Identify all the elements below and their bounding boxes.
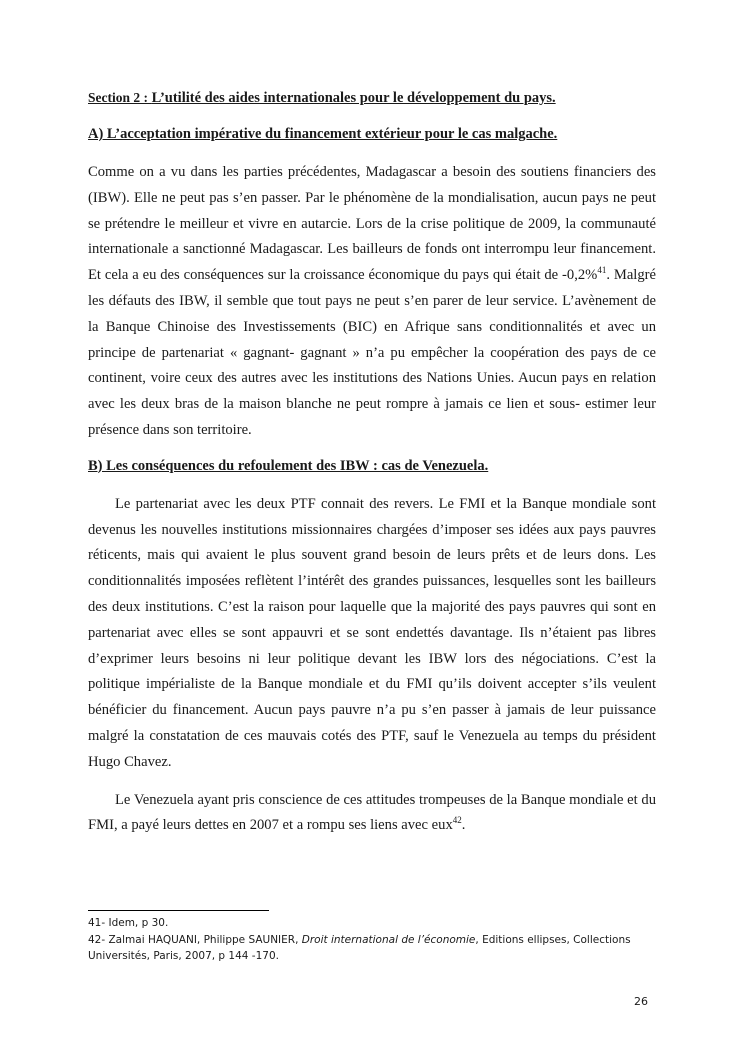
footnote-41: 41- Idem, p 30.	[88, 917, 169, 929]
paragraph-a	[88, 160, 656, 444]
paragraph-b2	[88, 788, 656, 840]
footnote-separator	[88, 910, 269, 911]
footnote-42-publisher: , Editions ellipses, Collections Universités, Paris, 2007, p 144 -170.	[88, 933, 631, 962]
page-number: 26	[634, 995, 648, 1008]
footnote-ref-41[interactable]: 41	[597, 265, 607, 276]
paragraph-b1: Le partenariat avec les deux PTF connait des revers. Le FMI et la Banque mondiale sont devenus les nouvelles institutions missionnaires chargées d’imposer ses idées aux pays pauvres réticents, mais qui avaient le plus souvent grand besoin de leurs prêts et de leurs dons. Les conditionnalités imposées reflètent l’intérêt des grandes puissances, lesquelles sont les bailleurs des deux institutions. C’est la raison pour laquelle que la majorité des pays pauvres qui sont en partenariat avec elles se sont appauvri et se sont endettés davantage. Ils n’étaient pas libres d’exprimer leurs besoins ni leur politique devant les IBW lors des négociations. C’est la politique impérialiste de la Banque mondiale et du FMI qu’ils doivent accepter s’ils veulent bénéficier du financement. Aucun pays pauvre n’a pu s’en passer à jamais de leur puissance malgré la constatation de ces mauvais cotés des PTF, sauf le Venezuela au temps du président Hugo Chavez.	[88, 495, 656, 770]
section-heading-title: L’utilité des aides internationales pour le développement du pays.	[151, 90, 556, 106]
subsection-a-heading: A) L’acceptation impérative du financement extérieur pour le cas malgache.	[88, 126, 558, 142]
footnotes	[88, 915, 656, 965]
paragraph-b2-text-end: .	[461, 817, 466, 834]
footnote-42-authors: 42- Zalmai HAQUANI, Philippe SAUNIER,	[88, 933, 302, 946]
footnote-42-title: Droit international de l’économie	[301, 933, 476, 946]
paragraph-a-text: Comme on a vu dans les parties précédentes, Madagascar a besoin des soutiens financiers des (IBW). Elle ne peut pas s’en passer. Par le phénomène de la mondialisation, aucun pays ne peut se prétendre le meilleur et vivre en autarcie. Lors de la crise politique de 2009, la communauté internationale a sanctionné Madagascar. Les bailleurs de fonds ont interrompu leur financement. Et cela a eu des conséquences sur la croissance économique du pays qui était de -0,2%	[88, 164, 656, 284]
subsection-b-heading: B) Les conséquences du refoulement des IBW : cas de Venezuela.	[88, 457, 489, 474]
footnote-42	[88, 932, 656, 965]
paragraph-b2-text: Le Venezuela ayant pris conscience de ces attitudes trompeuses de la Banque mondiale et du FMI, a payé leurs dettes en 2007 et a rompu ses liens avec eux	[88, 791, 656, 834]
footnote-ref-42[interactable]: 42	[452, 815, 462, 826]
section-heading-prefix: Section 2 :	[88, 90, 148, 105]
page-body	[88, 88, 656, 851]
section-heading	[88, 88, 656, 108]
paragraph-a-text-continued: . Malgré les défauts des IBW, il semble que tout pays ne peut s’en parer de leur service. L’avènement de la Banque Chinoise des Investissements (BIC) en Afrique sans conditionnalités et avec un principe de partenariat « gagnant- gagnant » n’a pu empêcher la coopération des pays de ce continent, voire ceux des autres avec les institutions des Nations Unies. Aucun pays en relation avec les deux bras de la maison blanche ne peut rompre à jamais ce lien et sous- estimer leur présence dans son territoire.	[88, 267, 656, 438]
